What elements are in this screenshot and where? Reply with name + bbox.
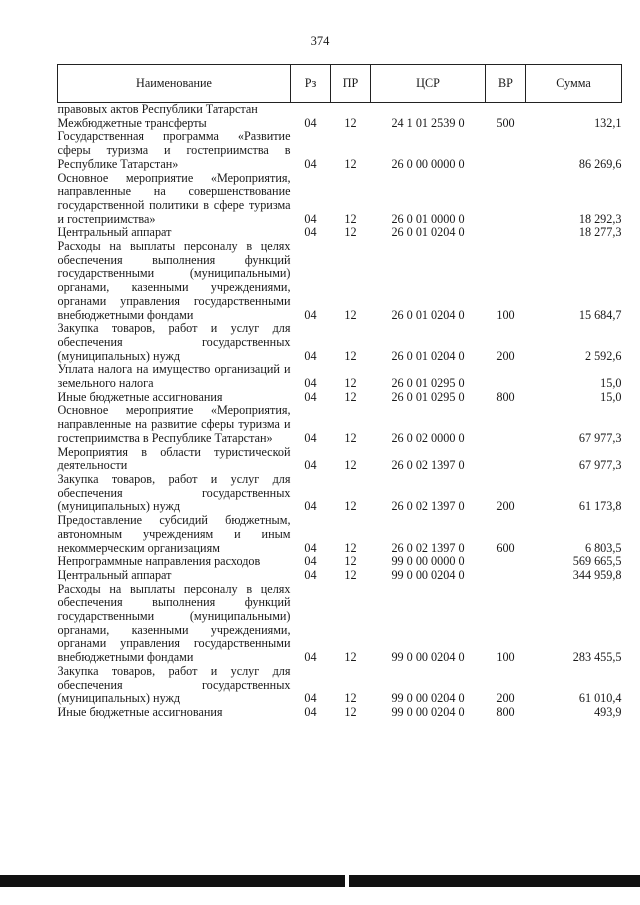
cell-pr: 12 xyxy=(344,458,357,473)
cell-pr: 12 xyxy=(344,691,357,706)
cell-sum: 18 292,3 xyxy=(578,211,622,226)
cell-vr: 800 xyxy=(496,704,515,719)
cell-rz: 04 xyxy=(304,704,317,719)
table-row xyxy=(58,322,622,363)
cell-sum: 283 455,5 xyxy=(572,650,622,665)
cell-vr xyxy=(486,103,526,117)
cell-vr xyxy=(486,555,526,569)
cell-csr: 99 0 00 0000 0 xyxy=(391,554,465,569)
cell-vr xyxy=(486,130,526,171)
cell-name: Расходы на выплаты персоналу в целях обеспечения выполнения функций государственными (муниципальными) органами, казенными учреждениями, органами управления государственными внебюджетными фондами xyxy=(57,581,291,665)
cell-csr: 26 0 00 0000 0 xyxy=(391,156,465,171)
cell-sum: 493,9 xyxy=(594,704,622,719)
cell-rz: 04 xyxy=(304,376,317,391)
table-row xyxy=(58,514,622,555)
cell-csr: 26 0 02 0000 0 xyxy=(391,430,465,445)
table-row xyxy=(58,665,622,706)
cell-rz: 04 xyxy=(304,211,317,226)
cell-vr: 500 xyxy=(496,115,515,130)
table-row xyxy=(58,103,622,117)
cell-pr: 12 xyxy=(344,554,357,569)
header-sum: Сумма xyxy=(526,65,622,103)
cell-csr: 99 0 00 0204 0 xyxy=(391,567,465,582)
cell-rz: 04 xyxy=(304,554,317,569)
table-row xyxy=(58,363,622,390)
table-row xyxy=(58,226,622,240)
cell-csr: 26 0 01 0295 0 xyxy=(391,376,465,391)
cell-csr: 26 0 02 1397 0 xyxy=(391,458,465,473)
cell-rz: 04 xyxy=(304,540,317,555)
table-body xyxy=(58,103,622,720)
table-header-row xyxy=(58,65,622,103)
scan-bottom-edge xyxy=(0,875,640,887)
cell-csr xyxy=(371,103,486,117)
header-pr: ПР xyxy=(331,65,371,103)
cell-name: Основное мероприятие «Мероприятия, направленные на совершенствование государственной политики в сфере туризма и гостеприимства» xyxy=(57,170,291,226)
budget-table xyxy=(57,64,622,720)
cell-pr: 12 xyxy=(344,307,357,322)
cell-name: Закупка товаров, работ и услуг для обеспечения государственных (муниципальных) нужд xyxy=(57,321,291,363)
cell-pr: 12 xyxy=(344,540,357,555)
cell-vr xyxy=(486,226,526,240)
cell-name: Межбюджетные трансферты xyxy=(57,115,207,130)
cell-csr: 26 0 01 0204 0 xyxy=(391,307,465,322)
cell-csr: 26 0 02 1397 0 xyxy=(391,540,465,555)
cell-rz: 04 xyxy=(304,348,317,363)
cell-sum: 18 277,3 xyxy=(578,225,622,240)
cell-vr: 200 xyxy=(496,348,515,363)
cell-pr xyxy=(331,103,371,117)
cell-sum: 344 959,8 xyxy=(572,567,622,582)
cell-vr: 100 xyxy=(496,650,515,665)
cell-sum: 61 010,4 xyxy=(578,691,622,706)
cell-csr: 26 0 01 0204 0 xyxy=(391,348,465,363)
cell-name: Иные бюджетные ассигнования xyxy=(57,389,223,404)
cell-pr: 12 xyxy=(344,430,357,445)
cell-pr: 12 xyxy=(344,348,357,363)
cell-sum: 15,0 xyxy=(600,376,622,391)
table-row xyxy=(58,130,622,171)
cell-rz: 04 xyxy=(304,650,317,665)
table-row xyxy=(58,446,622,473)
cell-sum: 2 592,6 xyxy=(584,348,622,363)
cell-name: Закупка товаров, работ и услуг для обеспечения государственных (муниципальных) нужд xyxy=(57,663,291,706)
cell-pr: 12 xyxy=(344,376,357,391)
cell-rz: 04 xyxy=(304,691,317,706)
cell-pr: 12 xyxy=(344,156,357,171)
cell-sum: 61 173,8 xyxy=(578,499,622,514)
cell-csr: 99 0 00 0204 0 xyxy=(391,691,465,706)
cell-vr xyxy=(486,363,526,390)
cell-rz: 04 xyxy=(304,389,317,404)
cell-sum: 86 269,6 xyxy=(578,156,622,171)
cell-rz: 04 xyxy=(304,567,317,582)
cell-name: правовых актов Республики Татарстан xyxy=(57,102,258,116)
cell-vr: 200 xyxy=(496,691,515,706)
cell-rz: 04 xyxy=(304,458,317,473)
cell-name: Центральный аппарат xyxy=(57,567,172,582)
cell-rz xyxy=(291,103,331,117)
table-row xyxy=(58,583,622,665)
cell-csr: 26 0 02 1397 0 xyxy=(391,499,465,514)
cell-name: Основное мероприятие «Мероприятия, направленные на развитие сферы туризма и гостеприимства в Республике Татарстан» xyxy=(57,403,291,445)
cell-vr xyxy=(486,172,526,227)
cell-sum: 15,0 xyxy=(600,389,622,404)
cell-sum: 569 665,5 xyxy=(572,554,622,569)
cell-rz: 04 xyxy=(304,115,317,130)
table-row xyxy=(58,117,622,131)
cell-pr: 12 xyxy=(344,499,357,514)
cell-sum: 132,1 xyxy=(594,115,622,130)
cell-pr: 12 xyxy=(344,211,357,226)
cell-vr xyxy=(486,404,526,445)
cell-name: Закупка товаров, работ и услуг для обеспечения государственных (муниципальных) нужд xyxy=(57,471,291,514)
cell-rz: 04 xyxy=(304,499,317,514)
cell-pr: 12 xyxy=(344,389,357,404)
cell-csr: 24 1 01 2539 0 xyxy=(391,115,465,130)
table-row xyxy=(58,473,622,514)
cell-sum: 67 977,3 xyxy=(578,430,622,445)
header-name: Наименование xyxy=(58,65,291,103)
cell-vr: 800 xyxy=(496,389,515,404)
cell-rz: 04 xyxy=(304,430,317,445)
cell-csr: 26 0 01 0295 0 xyxy=(391,389,465,404)
cell-name: Уплата налога на имущество организаций и земельного налога xyxy=(57,362,291,391)
cell-sum: 6 803,5 xyxy=(584,540,622,555)
cell-vr xyxy=(486,569,526,583)
table-row xyxy=(58,172,622,227)
cell-name: Непрограммные направления расходов xyxy=(57,554,261,569)
cell-name: Иные бюджетные ассигнования xyxy=(57,704,223,719)
cell-name: Центральный аппарат xyxy=(57,225,172,240)
header-csr: ЦСР xyxy=(371,65,486,103)
cell-csr: 99 0 00 0204 0 xyxy=(391,650,465,665)
cell-name: Мероприятия в области туристической деятельности xyxy=(57,444,291,473)
cell-name: Расходы на выплаты персоналу в целях обеспечения выполнения функций государственными (муниципальными) органами, казенными учреждениями, органами управления государственными внебюджетными фондами xyxy=(57,239,291,322)
table-row xyxy=(58,391,622,405)
cell-sum: 67 977,3 xyxy=(578,458,622,473)
table-row xyxy=(58,569,622,583)
cell-csr: 26 0 01 0204 0 xyxy=(391,225,465,240)
table-row xyxy=(58,404,622,445)
cell-pr: 12 xyxy=(344,115,357,130)
cell-rz: 04 xyxy=(304,307,317,322)
cell-pr: 12 xyxy=(344,650,357,665)
page-number: 374 xyxy=(310,34,330,48)
header-rz: Рз xyxy=(291,65,331,103)
cell-vr: 600 xyxy=(496,540,515,555)
header-vr: ВР xyxy=(486,65,526,103)
cell-sum: 15 684,7 xyxy=(578,307,622,322)
table-row xyxy=(58,706,622,720)
cell-csr: 99 0 00 0204 0 xyxy=(391,704,465,719)
table-row xyxy=(58,240,622,322)
cell-sum xyxy=(526,103,622,117)
cell-vr xyxy=(486,446,526,473)
cell-pr: 12 xyxy=(344,567,357,582)
cell-csr: 26 0 01 0000 0 xyxy=(391,211,465,226)
cell-rz: 04 xyxy=(304,225,317,240)
cell-name: Государственная программа «Развитие сферы туризма и гостеприимства в Республике Татарстан» xyxy=(57,129,291,171)
cell-name: Предоставление субсидий бюджетным, автономным учреждениям и иным некоммерческим организациям xyxy=(57,513,291,555)
cell-vr: 100 xyxy=(496,307,515,322)
table-row xyxy=(58,555,622,569)
cell-vr: 200 xyxy=(496,499,515,514)
cell-pr: 12 xyxy=(344,225,357,240)
cell-rz: 04 xyxy=(304,156,317,171)
cell-pr: 12 xyxy=(344,704,357,719)
